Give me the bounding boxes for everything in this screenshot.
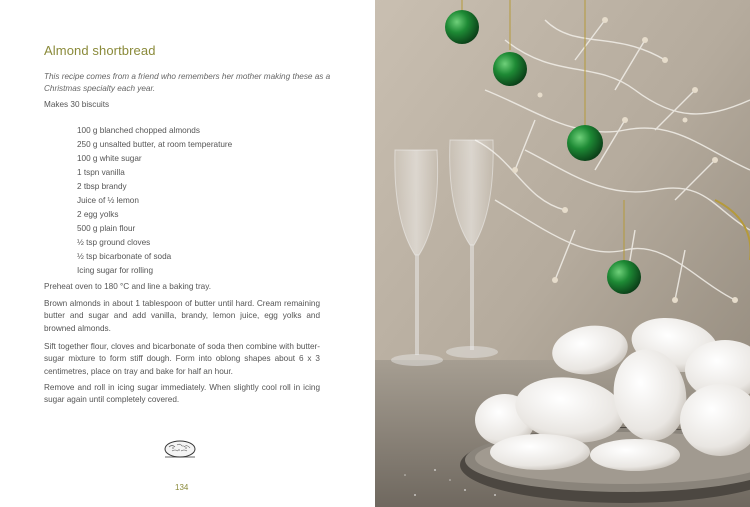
method-step-4: Remove and roll in icing sugar immediately. When slightly cool roll in icing sugar again until completely covered. — [44, 383, 320, 405]
ingredient-item: 500 g plain flour — [77, 224, 136, 233]
method-step-3: Sift together flour, cloves and bicarbonate of soda then combine with butter-sugar mixture to form stiff dough. Form into oblong shapes about 6 x 3 centimetres, place on tray and bake for half an hour. — [44, 342, 320, 376]
ingredient-list — [77, 124, 232, 278]
ingredient-item: ½ tsp ground cloves — [77, 238, 151, 247]
method-step-1: Preheat oven to 180 °C and line a baking tray. — [44, 282, 211, 291]
christmas-photo — [375, 0, 750, 507]
shortbread-photo-illustration — [375, 0, 750, 507]
ingredient-item: 100 g blanched chopped almonds — [77, 126, 200, 135]
ingredient-item: 2 egg yolks — [77, 210, 119, 219]
ingredient-item: 1 tspn vanilla — [77, 168, 125, 177]
ingredient-item: ½ tsp bicarbonate of soda — [77, 252, 172, 261]
biscuit-icon — [161, 436, 199, 460]
ingredient-item: Icing sugar for rolling — [77, 266, 153, 275]
page-number: 134 — [175, 483, 189, 492]
ingredient-item: Juice of ½ lemon — [77, 196, 139, 205]
recipe-intro: This recipe comes from a friend who remembers her mother making these as a Christmas specialty each year. — [44, 72, 331, 94]
ingredient-item: 250 g unsalted butter, at room temperature — [77, 140, 233, 149]
ingredient-item: 100 g white sugar — [77, 154, 142, 163]
ingredient-item: 2 tbsp brandy — [77, 182, 127, 191]
method-step-2: Brown almonds in about 1 tablespoon of butter until hard. Cream remaining butter and sugar and add vanilla, brandy, lemon juice, egg yolks and browned almonds. — [44, 299, 320, 333]
recipe-yield: Makes 30 biscuits — [44, 100, 110, 109]
recipe-title: Almond shortbread — [44, 43, 156, 58]
